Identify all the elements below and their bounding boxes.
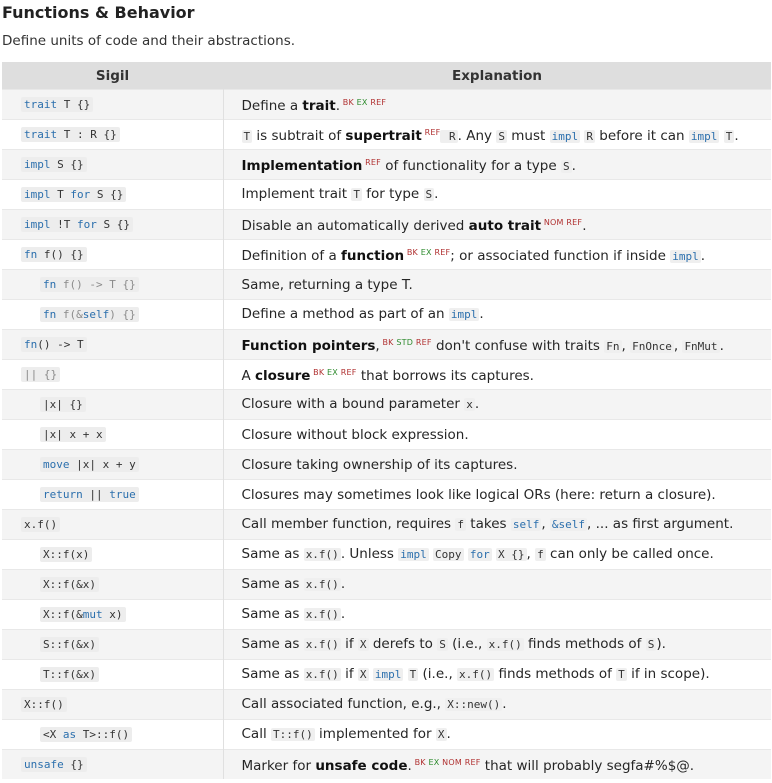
- sigil-code: || {}: [21, 367, 60, 382]
- table-row: [2, 600, 771, 630]
- section-title: Functions & Behavior: [2, 3, 195, 22]
- sigil-cell: [2, 510, 223, 540]
- table-row: [2, 360, 771, 390]
- explanation-cell: Closures may sometimes look like logical ORs (here: return a closure).: [223, 480, 771, 510]
- table-row: [2, 510, 771, 540]
- sigil-cell: [2, 390, 223, 420]
- table-row: [2, 390, 771, 420]
- explanation-cell: Closure without block expression.: [223, 420, 771, 450]
- function-link[interactable]: function: [341, 247, 405, 264]
- sigil-code: X::f(x): [40, 547, 92, 562]
- explanation-cell: Same, returning a type T.: [223, 270, 771, 300]
- sigil-code: fn f() {}: [21, 247, 87, 262]
- sigil-cell: [2, 120, 223, 150]
- explanation-cell: Same as x.f() if X impl T (i.e., x.f() finds methods of T if in scope).: [223, 660, 771, 690]
- trait-link[interactable]: trait: [302, 98, 336, 114]
- table-row: [2, 90, 771, 120]
- table-row: [2, 240, 771, 270]
- ref-links[interactable]: REF: [365, 157, 381, 167]
- sigil-code: <X as T>::f(): [40, 727, 132, 742]
- table-header-row: [2, 62, 771, 90]
- auto-trait-link[interactable]: auto trait: [468, 218, 542, 234]
- table-row: [2, 630, 771, 660]
- sigil-cell: [2, 750, 223, 780]
- sigil-cell: [2, 360, 223, 390]
- explanation-cell: Marker for unsafe code. $^{BK EX NOM REF}$ that will probably segfa#%$@.: [223, 750, 771, 780]
- function-pointers-link[interactable]: Function pointers: [241, 337, 376, 354]
- section-subtitle: Define units of code and their abstractions.: [2, 33, 296, 49]
- table-row: [2, 540, 771, 570]
- explanation-cell: Disable an automatically derived auto trait $^{NOM REF}$.: [223, 210, 771, 240]
- table-row: [2, 660, 771, 690]
- table-row: [2, 750, 771, 780]
- explanation-cell: Define a trait. $^{BK EX REF}$: [223, 90, 771, 120]
- explanation-cell: Function pointers, $^{BK STD REF}$ don't confuse with traits Fn , FnOnce , FnMut .: [223, 330, 771, 360]
- sigil-code: X::f(): [21, 697, 67, 712]
- explanation-cell: Same as x.f() if X derefs to S (i.e., x.f() finds methods of S ).: [223, 630, 771, 660]
- explanation-cell: Same as x.f() .: [223, 600, 771, 630]
- sigil-code: impl T for S {}: [21, 187, 126, 202]
- sigil-cell: [2, 150, 223, 180]
- header-sigil: Sigil: [2, 62, 223, 90]
- sigil-cell: [2, 300, 223, 330]
- header-explanation: Explanation: [223, 62, 771, 90]
- sigil-code: return || true: [40, 487, 139, 502]
- explanation-cell: Closure taking ownership of its captures.: [223, 450, 771, 480]
- implementation-link[interactable]: Implementation: [241, 157, 363, 174]
- unsafe-code-link[interactable]: unsafe code: [315, 758, 408, 774]
- explanation-cell: A closure $^{BK EX REF}$ that borrows its captures.: [223, 360, 771, 390]
- sigil-code: X::f(&mut x): [40, 607, 126, 622]
- sigil-cell: [2, 660, 223, 690]
- explanation-cell: Call member function, requires f takes self , &self , ... as first argument.: [223, 510, 771, 540]
- sigil-cell: [2, 690, 223, 720]
- sigil-cell: [2, 180, 223, 210]
- table-row: [2, 300, 771, 330]
- sigil-code: impl !T for S {}: [21, 217, 133, 232]
- sigil-cell: [2, 570, 223, 600]
- sigil-code: move |x| x + y: [40, 457, 139, 472]
- explanation-cell: T is subtrait of supertrait $^{REF}$ R . Any S must impl R before it can impl T .: [223, 120, 771, 150]
- sigil-cell: [2, 600, 223, 630]
- table-row: [2, 120, 771, 150]
- ref-links[interactable]: BK STD REF: [382, 337, 432, 347]
- sigil-cell: [2, 720, 223, 750]
- sigil-code: unsafe {}: [21, 757, 87, 772]
- sigil-code: |x| x + x: [40, 427, 106, 442]
- sigil-code: X::f(&x): [40, 577, 99, 592]
- sigil-code: fn f() -> T {}: [40, 277, 139, 292]
- table-row: [2, 420, 771, 450]
- table-row: [2, 270, 771, 300]
- table-row: [2, 150, 771, 180]
- sigil-cell: [2, 210, 223, 240]
- ref-links[interactable]: BK EX REF: [342, 98, 387, 107]
- table-row: [2, 450, 771, 480]
- sigil-cell: [2, 420, 223, 450]
- sigil-cell: [2, 90, 223, 120]
- sigil-code: impl S {}: [21, 157, 87, 172]
- explanation-cell: Call associated function, e.g., X::new() .: [223, 690, 771, 720]
- table-row: [2, 720, 771, 750]
- sigil-code: trait T {}: [21, 97, 93, 112]
- sigil-cell: [2, 240, 223, 270]
- sigil-code: S::f(&x): [40, 637, 99, 652]
- functions-table: [2, 62, 771, 779]
- sigil-code: |x| {}: [40, 397, 86, 412]
- table-row: [2, 210, 771, 240]
- closure-link[interactable]: closure: [255, 368, 311, 384]
- table-row: [2, 690, 771, 720]
- explanation-cell: Same as x.f() . Unless impl Copy for X {} , f can only be called once.: [223, 540, 771, 570]
- ref-links[interactable]: BK EX REF: [406, 247, 451, 257]
- sigil-cell: [2, 630, 223, 660]
- sigil-code: T::f(&x): [40, 667, 99, 682]
- explanation-cell: Same as x.f() .: [223, 570, 771, 600]
- sigil-code: fn f(&self) {}: [40, 307, 139, 322]
- sigil-cell: [2, 330, 223, 360]
- supertrait-link[interactable]: supertrait: [345, 127, 422, 144]
- explanation-cell: Definition of a function $^{BK EX REF}$; or associated function if inside impl .: [223, 240, 771, 270]
- sigil-code: fn() -> T: [21, 337, 87, 352]
- table-row: [2, 480, 771, 510]
- explanation-cell: Call T::f() implemented for X .: [223, 720, 771, 750]
- sigil-cell: [2, 270, 223, 300]
- sigil-code: trait T : R {}: [21, 127, 120, 142]
- table-row: [2, 570, 771, 600]
- ref-links[interactable]: NOM REF: [543, 218, 583, 227]
- ref-links[interactable]: BK EX REF: [313, 368, 357, 377]
- ref-links[interactable]: REF: [424, 127, 441, 137]
- sigil-cell: [2, 540, 223, 570]
- explanation-cell: Define a method as part of an impl .: [223, 300, 771, 330]
- sigil-code: x.f(): [21, 517, 60, 532]
- sigil-cell: [2, 450, 223, 480]
- table-row: [2, 330, 771, 360]
- sigil-cell: [2, 480, 223, 510]
- ref-links[interactable]: BK EX NOM REF: [414, 758, 481, 767]
- table-row: [2, 180, 771, 210]
- explanation-cell: Implementation $^{REF}$ of functionality for a type S .: [223, 150, 771, 180]
- explanation-cell: Closure with a bound parameter x .: [223, 390, 771, 420]
- explanation-cell: Implement trait T for type S .: [223, 180, 771, 210]
